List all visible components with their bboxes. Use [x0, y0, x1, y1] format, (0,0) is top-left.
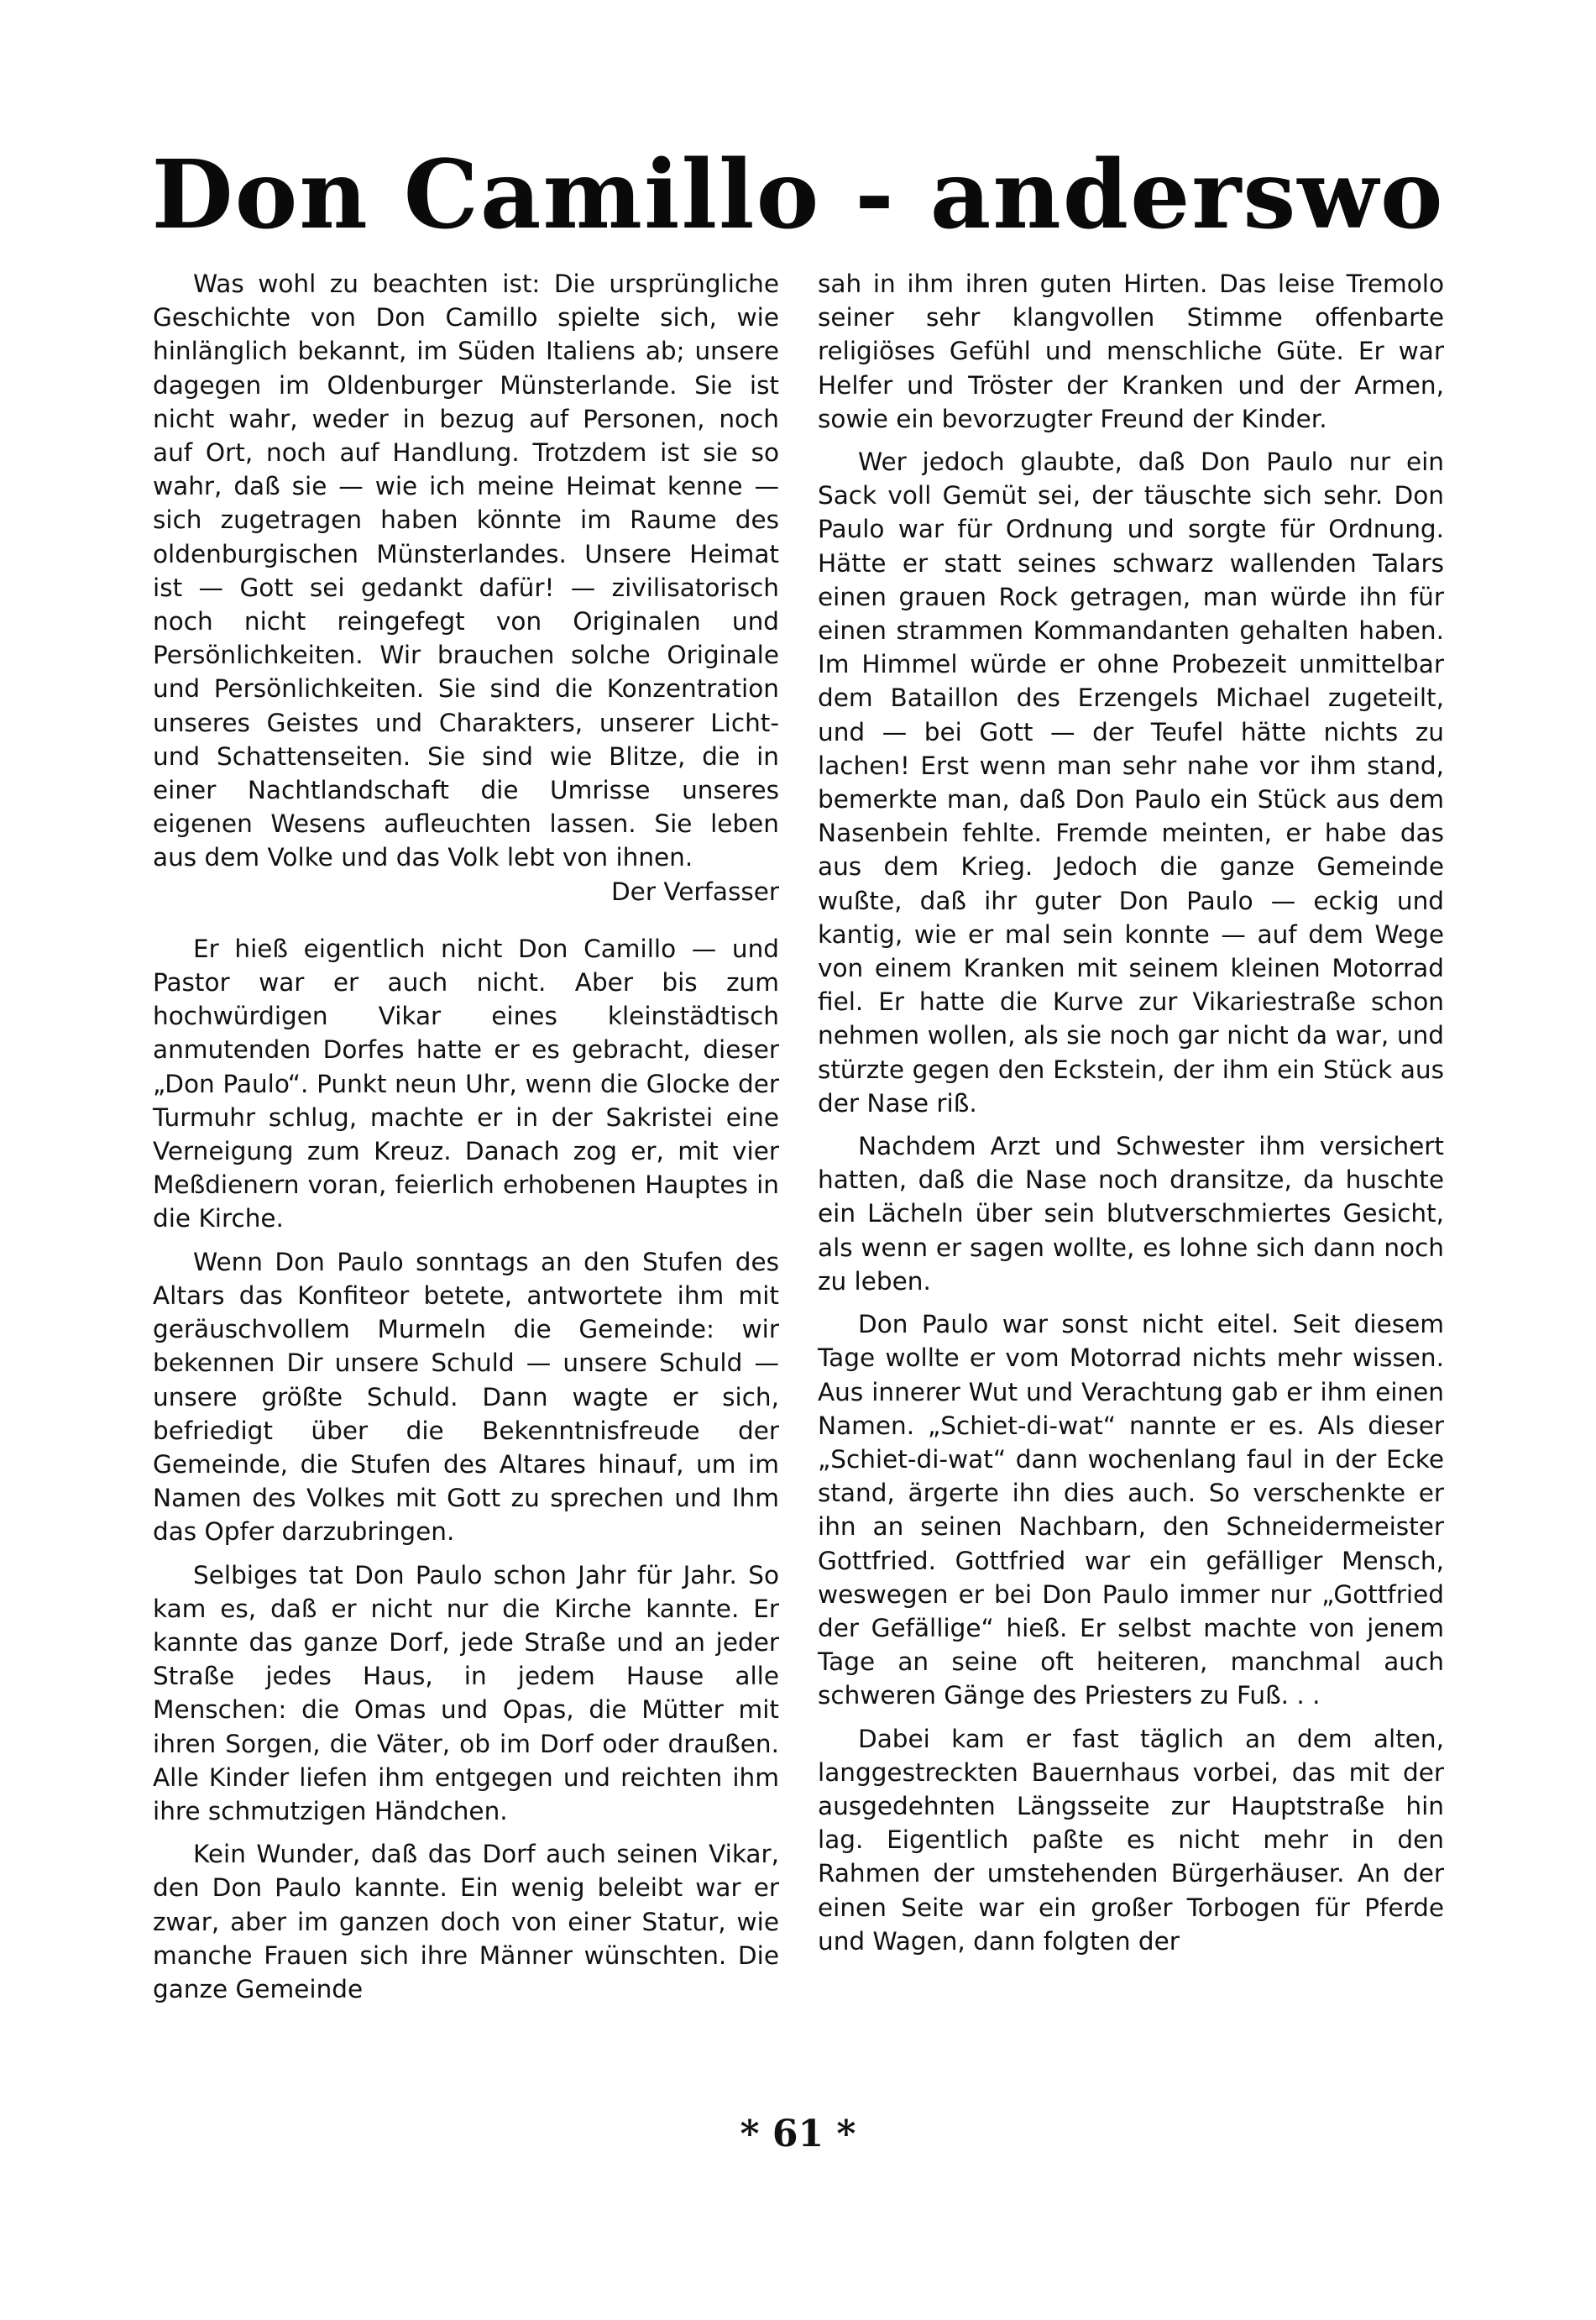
- body-paragraph: Wer jedoch glaubte, daß Don Paulo nur ein Sack voll Gemüt sei, der täuschte sich sehr. Don Paulo war für Ordnung und sorgte für Ordnung. Hätte er statt seines schwarz wallenden Talars einen grauen Rock getragen, man würde ihn für einen strammen Kommandanten gehalten haben. Im Himmel würde er ohne Probezeit unmittelbar dem Bataillon des Erzengels Michael zugeteilt, und — bei Gott — der Teufel hätte nichts zu lachen! Erst wenn man sehr nahe vor ihm stand, bemerkte man, daß Don Paulo ein Stück aus dem Nasenbein fehlte. Fremde meinten, er habe das aus dem Krieg. Jedoch die ganze Gemeinde wußte, daß ihr guter Don Paulo — eckig und kantig, wie er mal sein konnte — auf dem Wege von einem Kranken mit seinem kleinen Motorrad fiel. Er hatte die Kurve zur Vikariestraße schon nehmen wollen, als sie noch gar nicht da war, und stürzte gegen den Eckstein, der ihm ein Stück aus der Nase riß.: [818, 448, 1444, 1118]
- left-column: [153, 267, 779, 2006]
- continued-paragraph: sah in ihm ihren guten Hirten. Das leise Tremolo seiner sehr klangvollen Stimme offenbarte religiöses Gefühl und menschliche Güte. Er war Helfer und Tröster der Kranken und der Armen, sowie ein bevorzugter Freund der Kinder.: [818, 270, 1444, 433]
- page-title: Don Camillo - anderswo: [151, 140, 1445, 250]
- body-paragraph: Kein Wunder, daß das Dorf auch seinen Vikar, den Don Paulo kannte. Ein wenig beleibt war er zwar, aber im ganzen doch von einer Statur, wie manche Frauen sich ihre Männer wünschten. Die ganze Gemeinde: [153, 1840, 779, 2003]
- body-paragraph: Selbiges tat Don Paulo schon Jahr für Jahr. So kam es, daß er nicht nur die Kirche kannte. Er kannte das ganze Dorf, jede Straße und an jeder Straße jedes Haus, in jedem Hause alle Menschen: die Omas und Opas, die Mütter mit ihren Sorgen, die Väter, ob im Dorf oder draußen. Alle Kinder liefen ihm entgegen und reichten ihm ihre schmutzigen Händchen.: [153, 1560, 779, 1825]
- body-paragraph: Er hieß eigentlich nicht Don Camillo — und Pastor war er auch nicht. Aber bis zum hochwürdigen Vikar eines kleinstädtisch anmutenden Dorfes hatte er es gebracht, dieser „Don Paulo“. Punkt neun Uhr, wenn die Glocke der Turmuhr schlug, machte er in der Sakristei eine Verneigung zum Kreuz. Danach zog er, mit vier Meßdienern voran, feierlich erhobenen Hauptes in die Kirche.: [153, 934, 779, 1233]
- page-number: * 61 *: [740, 2113, 856, 2155]
- body-paragraph: Don Paulo war sonst nicht eitel. Seit diesem Tage wollte er vom Motorrad nichts mehr wissen. Aus innerer Wut und Verachtung gab er ihm einen Namen. „Schiet-di-wat“ nannte er es. Als dieser „Schiet-di-wat“ dann wochenlang faul in der Ecke stand, ärgerte ihn dies auch. So verschenkte er ihn an seinen Nachbarn, den Schneidermeister Gottfried. Gottfried war ein gefälliger Mensch, weswegen er bei Don Paulo immer nur „Gottfried der Gefällige“ hieß. Er selbst machte von jenem Tage an seine oft heiteren, manchmal auch schweren Gänge des Priesters zu Fuß. . .: [818, 1310, 1444, 1710]
- preface-paragraph: Was wohl zu beachten ist: Die ursprüngliche Geschichte von Don Camillo spielte sich, wie hinlänglich bekannt, im Süden Italiens ab; unsere dagegen im Oldenburger Münsterlande. Sie ist nicht wahr, weder in bezug auf Personen, noch auf Ort, noch auf Handlung. Trotzdem ist sie so wahr, daß sie — wie ich meine Heimat kenne — sich zugetragen haben könnte im Raume des oldenburgischen Münsterlandes. Unsere Heimat ist — Gott sei gedankt dafür! — zivilisatorisch noch nicht reingefegt von Originalen und Persönlichkeiten. Wir brauchen solche Originale und Persönlichkeiten. Sie sind die Konzentration unseres Geistes und Charakters, unserer Licht- und Schattenseiten. Sie sind wie Blitze, die in einer Nachtlandschaft die Umrisse unseres eigenen Wesens aufleuchten lassen. Sie leben aus dem Volke und das Volk lebt von ihnen.: [153, 270, 779, 872]
- body-paragraph: Dabei kam er fast täglich an dem alten, langgestreckten Bauernhaus vorbei, das mit der ausgedehnten Längsseite zur Hauptstraße hin lag. Eigentlich paßte es nicht mehr in den Rahmen der umstehenden Bürgerhäuser. An der einen Seite war ein großer Torbogen für Pferde und Wagen, dann folgten der: [818, 1724, 1444, 1956]
- body-paragraph: Wenn Don Paulo sonntags an den Stufen des Altars das Konfiteor betete, antwortete ihm mit geräuschvollem Murmeln die Gemeinde: wir bekennen Dir unsere Schuld — unsere Schuld — unsere größte Schuld. Dann wagte er sich, befriedigt über die Bekenntnisfreude der Gemeinde, die Stufen des Altares hinauf, um im Namen des Volkes mit Gott zu sprechen und Ihm das Opfer darzubringen.: [153, 1247, 779, 1547]
- right-column: [818, 267, 1444, 1958]
- author-signature: Der Verfasser: [610, 877, 779, 906]
- body-paragraph: Nachdem Arzt und Schwester ihm versichert hatten, daß die Nase noch dransitze, da huschte ein Lächeln über sein blutverschmiertes Gesicht, als wenn er sagen wollte, es lohne sich dann noch zu leben.: [818, 1132, 1444, 1296]
